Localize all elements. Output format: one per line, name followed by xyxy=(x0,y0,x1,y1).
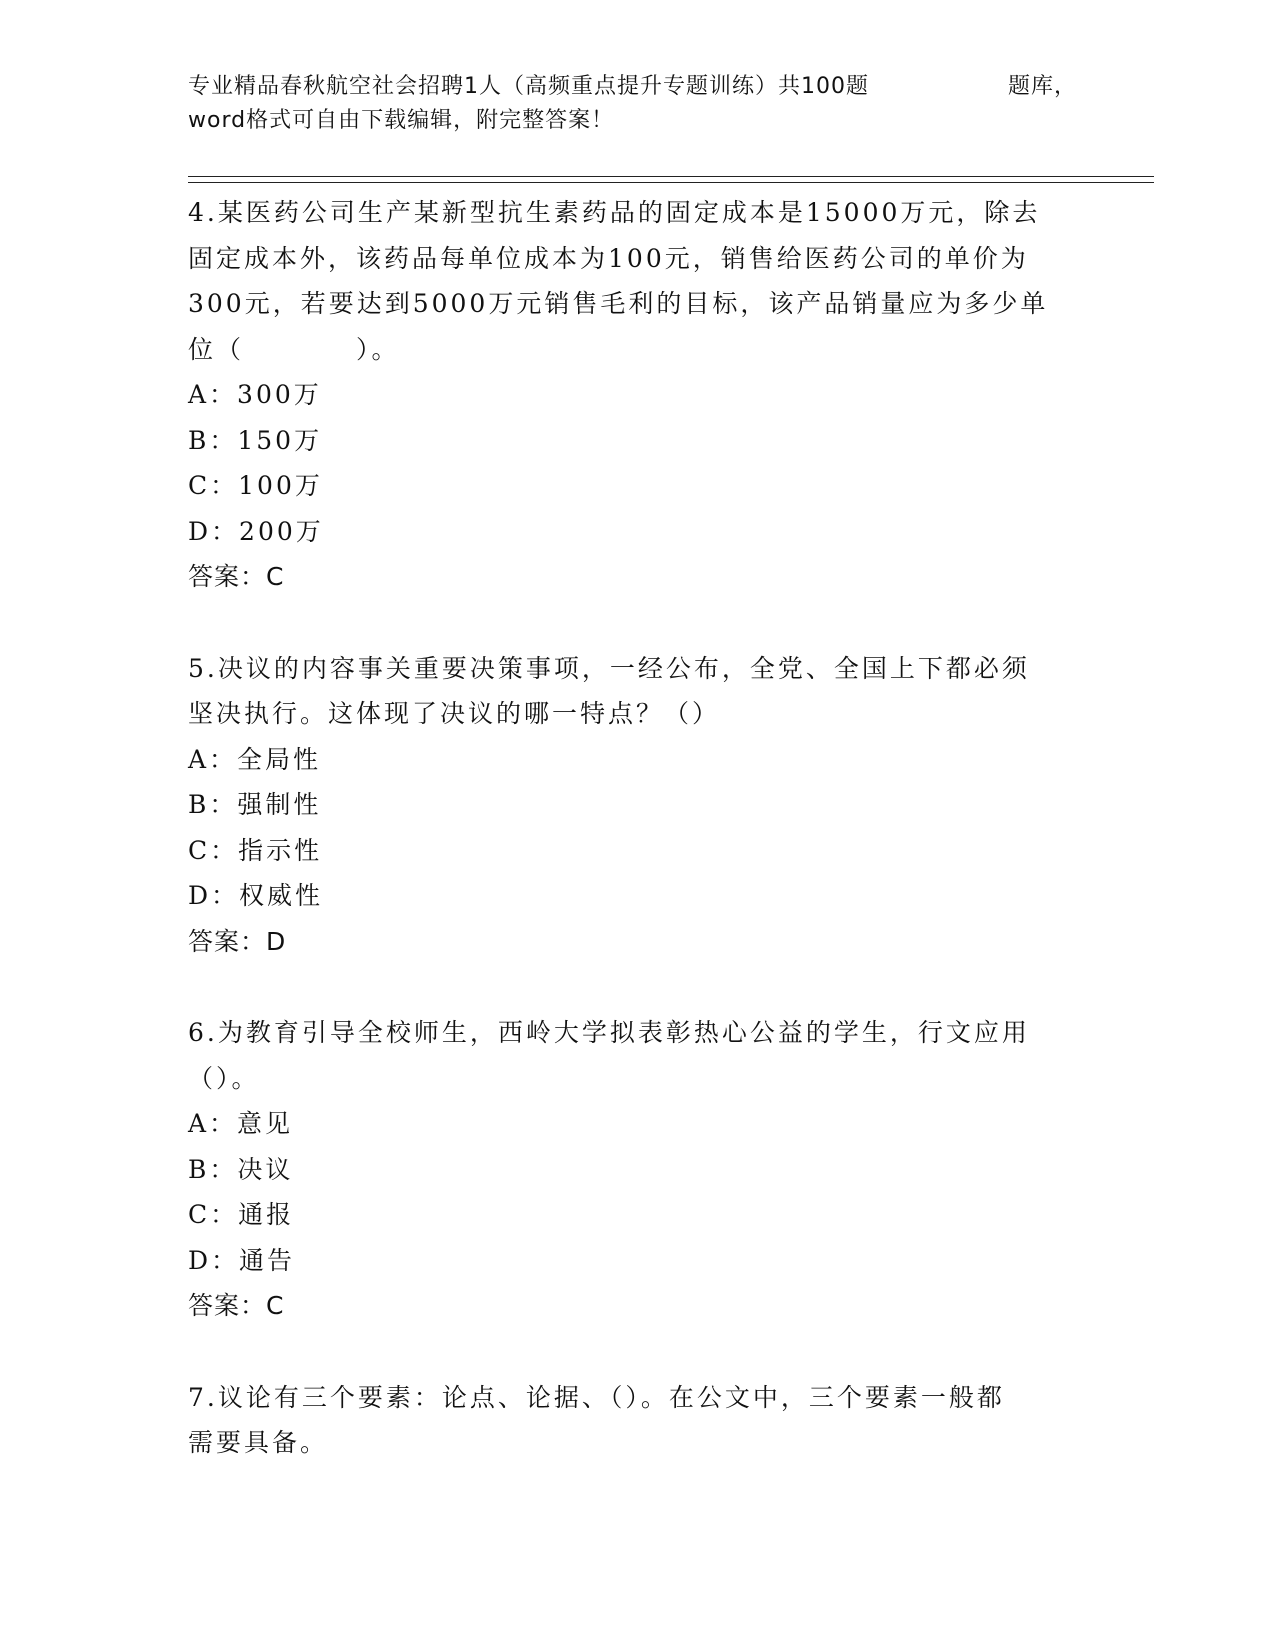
question-text-line: 300元，若要达到5000万元销售毛利的目标，该产品销量应为多少单 xyxy=(188,289,1049,318)
option-b: B：强制性 xyxy=(188,790,322,819)
answer-label: 答案：D xyxy=(188,926,287,956)
option-c: C：100万 xyxy=(188,471,323,500)
question-text-line: 坚决执行。这体现了决议的哪一特点？（） xyxy=(188,699,721,728)
question-text-line: 5.决议的内容事关重要决策事项，一经公布，全党、全国上下都必须 xyxy=(188,653,1030,683)
option-d: D：通告 xyxy=(188,1245,296,1275)
question-text-line: 7.议论有三个要素：论点、论据、（）。在公文中，三个要素一般都 xyxy=(188,1382,1005,1412)
header-divider-bottom xyxy=(188,182,1154,183)
question-4 xyxy=(188,190,1088,600)
header-subtitle: word格式可自由下载编辑，附完整答案！ xyxy=(188,108,615,133)
question-text-line: 位（ ）。 xyxy=(188,334,400,364)
option-d: D：权威性 xyxy=(188,881,324,910)
question-7 xyxy=(188,1375,1088,1466)
option-a: A：全局性 xyxy=(188,744,322,774)
question-6 xyxy=(188,1010,1088,1329)
header-title: 专业精品春秋航空社会招聘1人（高频重点提升专题训练）共100题 xyxy=(188,74,869,99)
option-b: B：150万 xyxy=(188,425,323,455)
option-b: B：决议 xyxy=(188,1154,294,1184)
question-5 xyxy=(188,646,1088,965)
option-c: C：通报 xyxy=(188,1200,295,1229)
question-text-line: 固定成本外，该药品每单位成本为100元，销售给医药公司的单价为 xyxy=(188,243,1029,273)
answer-label: 答案：C xyxy=(188,562,285,591)
header-suffix: 题库， xyxy=(1008,74,1078,99)
question-list xyxy=(188,190,1088,1512)
question-text-line: 6.为教育引导全校师生，西岭大学拟表彰热心公益的学生，行文应用 xyxy=(188,1018,1030,1047)
question-text-line: 需要具备。 xyxy=(188,1428,329,1457)
answer-label: 答案：C xyxy=(188,1291,285,1320)
option-c: C：指示性 xyxy=(188,835,323,865)
header-divider-top xyxy=(188,176,1154,177)
option-a: A：意见 xyxy=(188,1109,294,1138)
question-text-line: 4.某医药公司生产某新型抗生素药品的固定成本是15000万元，除去 xyxy=(188,198,1041,227)
question-text-line: （）。 xyxy=(188,1063,260,1093)
document-header xyxy=(188,72,1078,102)
option-a: A：300万 xyxy=(188,380,322,409)
option-d: D：200万 xyxy=(188,516,324,546)
